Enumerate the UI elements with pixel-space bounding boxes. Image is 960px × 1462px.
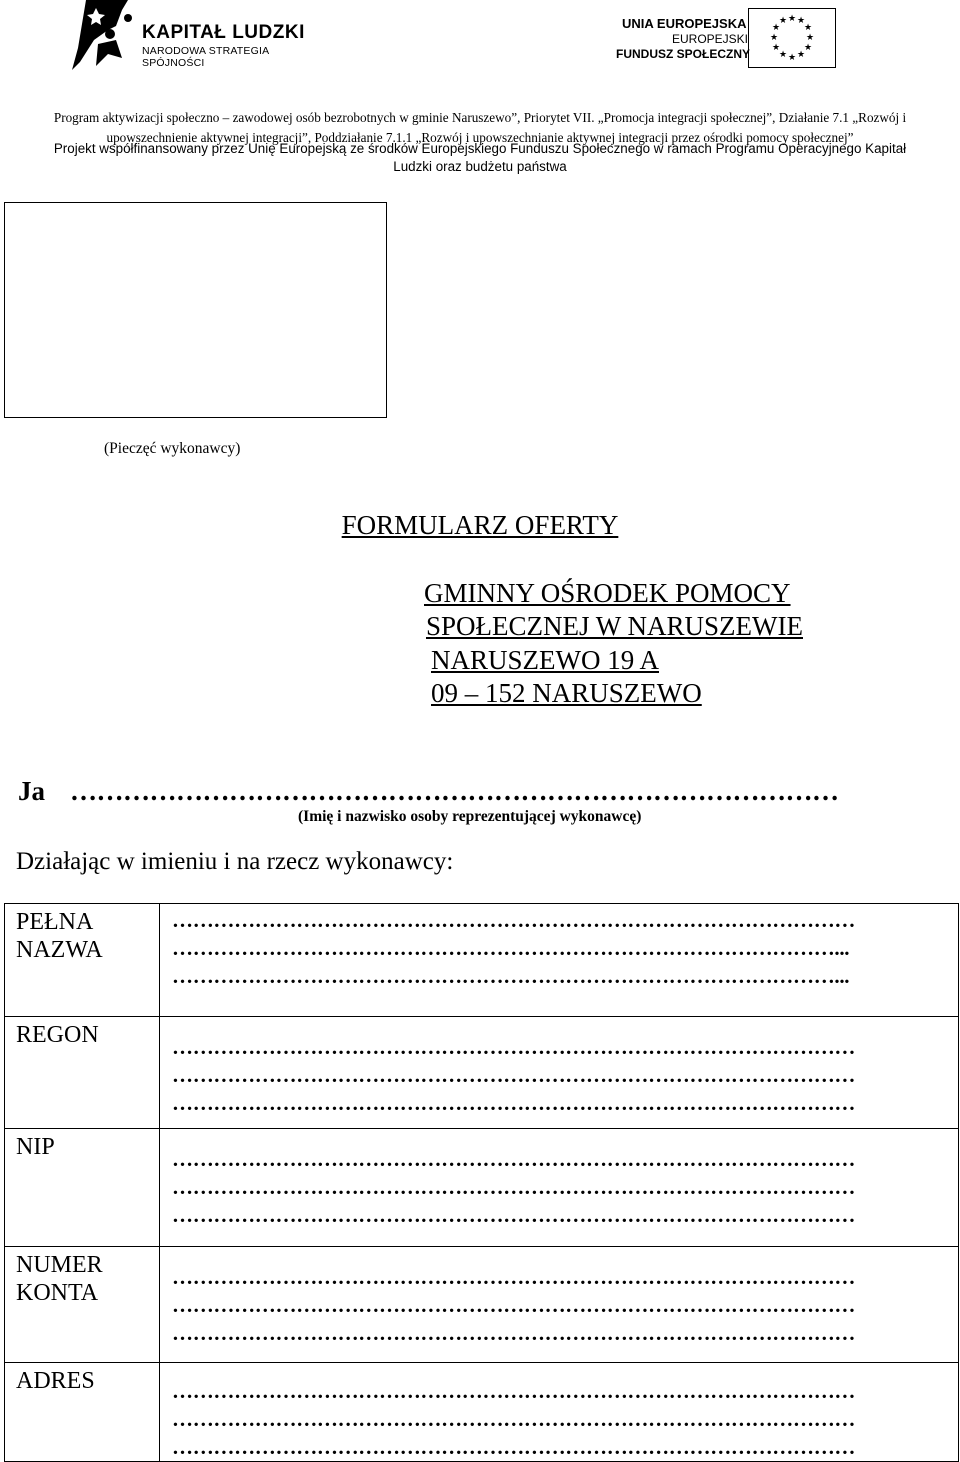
full-name-field[interactable] (160, 904, 959, 1017)
dotted-line: ……………………………………………………………………………………... (172, 936, 850, 960)
svg-text:★: ★ (787, 14, 797, 24)
table-row (5, 1129, 959, 1247)
nip-field[interactable] (160, 1129, 959, 1247)
dotted-line: ……………………………………………………………………………………… (172, 1147, 856, 1171)
table-row (5, 1363, 959, 1462)
table-row (5, 1247, 959, 1363)
svg-text:★: ★ (771, 43, 781, 53)
svg-text:★: ★ (771, 23, 781, 33)
dotted-line: ……………………………………………………………………………………… (172, 1265, 856, 1289)
dotted-line: ……………………………………………………………………………………… (172, 1379, 856, 1403)
kapital-ludzki-emblem-icon (72, 0, 136, 70)
recipient-line-3: NARUSZEWO 19 A (431, 645, 659, 675)
project-line-2: Ludzki oraz budżetu państwa (393, 159, 567, 174)
program-line-1: Program aktywizacji społeczno – zawodowej osób bezrobotnych w gminie Naruszewo”, Priorytet VII. „Promocja integracji społecznej”, Działanie 7.1 „Rozwój i (53, 110, 907, 125)
eu-line-3: FUNDUSZ SPOŁECZNY (616, 47, 751, 61)
table-row (5, 904, 959, 1017)
ja-label: Ja (18, 776, 45, 806)
dotted-line: ……………………………………………………………………………………… (172, 1175, 856, 1199)
dotted-line: ……………………………………………………………………………………… (172, 1035, 856, 1059)
regon-field[interactable] (160, 1017, 959, 1129)
table-row (5, 1017, 959, 1129)
row-label-full-name: PEŁNA NAZWA (5, 904, 160, 1017)
address-field[interactable] (160, 1363, 959, 1462)
program-line-2: upowszechnienie aktywnej integracji”, Poddziałanie 7.1.1 „Rozwój i upowszechnianie aktywnej integracji przez ośrodki pomocy społecznej” (106, 130, 854, 145)
ja-name-field[interactable]: …………………………………………………………………………… (70, 776, 839, 806)
eu-flag-icon (748, 8, 836, 68)
svg-text:★: ★ (778, 16, 788, 26)
eu-logo (616, 8, 842, 72)
svg-text:★: ★ (803, 43, 813, 53)
svg-text:★: ★ (803, 23, 813, 33)
form-title: FORMULARZ OFERTY (341, 510, 619, 540)
dotted-line: ……………………………………………………………………………………… (172, 1091, 856, 1115)
svg-text:★: ★ (796, 50, 806, 60)
svg-text:★: ★ (796, 16, 806, 26)
dotted-line: ……………………………………………………………………………………… (172, 1435, 856, 1459)
project-line-1: Projekt współfinansowany przez Unię Europejską ze środków Europejskiego Funduszu Społecznego w ramach Programu Operacyjnego Kapitał (53, 141, 907, 156)
contractor-details-table (4, 903, 959, 1462)
dotted-line: ……………………………………………………………………………………… (172, 908, 856, 932)
dotted-line: ……………………………………………………………………………………… (172, 1293, 856, 1317)
recipient-line-1: GMINNY OŚRODEK POMOCY (424, 578, 791, 608)
acting-on-behalf-text: Działając w imieniu i na rzecz wykonawcy: (16, 848, 454, 875)
account-number-field[interactable] (160, 1247, 959, 1363)
recipient-line-4: 09 – 152 NARUSZEWO (431, 678, 702, 708)
row-label-account-number: NUMER KONTA (5, 1247, 160, 1363)
dotted-line: ……………………………………………………………………………………... (172, 964, 850, 988)
kapital-ludzki-logo (72, 0, 322, 70)
svg-text:★: ★ (778, 50, 788, 60)
eu-line-2: EUROPEJSKI (672, 32, 749, 46)
dotted-line: ……………………………………………………………………………………… (172, 1203, 856, 1227)
stamp-caption: (Pieczęć wykonawcy) (104, 440, 241, 457)
dotted-line: ……………………………………………………………………………………… (172, 1407, 856, 1431)
svg-text:★: ★ (769, 33, 779, 43)
row-label-regon: REGON (5, 1017, 160, 1129)
stamp-box (4, 202, 387, 418)
dotted-line: ……………………………………………………………………………………… (172, 1321, 856, 1345)
recipient-line-2: SPOŁECZNEJ W NARUSZEWIE (426, 611, 803, 641)
kapital-ludzki-subtitle: NARODOWA STRATEGIA SPÓJNOŚCI (142, 45, 269, 69)
kapital-ludzki-title: KAPITAŁ LUDZKI (142, 22, 305, 43)
eu-line-1: UNIA EUROPEJSKA (622, 16, 747, 31)
svg-text:★: ★ (787, 53, 797, 63)
ja-caption: (Imię i nazwisko osoby reprezentującej wykonawcę) (298, 808, 642, 825)
row-label-nip: NIP (5, 1129, 160, 1247)
svg-text:★: ★ (805, 33, 815, 43)
dotted-line: ……………………………………………………………………………………… (172, 1063, 856, 1087)
row-label-address: ADRES (5, 1363, 160, 1462)
